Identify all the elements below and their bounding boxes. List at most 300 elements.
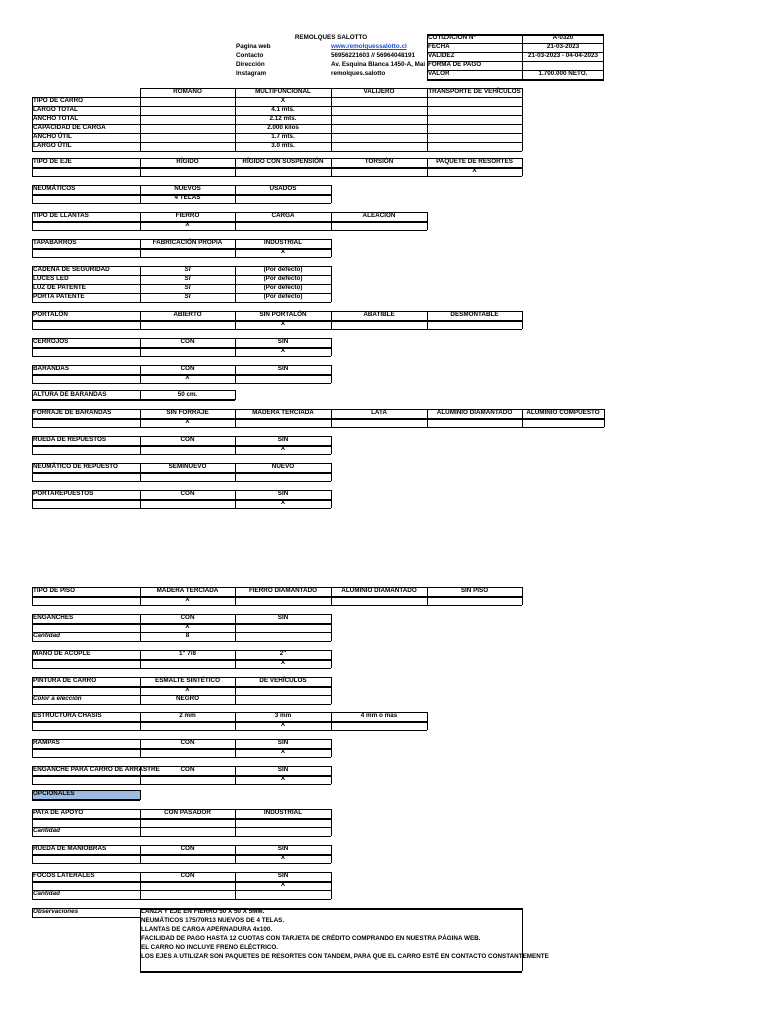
grid-line: [32, 390, 33, 400]
height-value: 50 cm.: [177, 391, 198, 398]
grid-line: [235, 809, 236, 836]
grid-line: [32, 320, 522, 322]
grid-line: [331, 436, 332, 454]
option-choice: MADERA TERCIADA: [252, 409, 314, 416]
grid-line: [32, 293, 331, 294]
grid-line: [140, 712, 141, 730]
observation-line: EL CARRO NO INCLUYE FRENO ELÉCTRICO.: [141, 944, 279, 951]
header-label: Instagram: [236, 70, 267, 77]
grid-line: [140, 766, 141, 784]
option-mark: X: [280, 881, 286, 888]
option-sublabel: Color a elección: [33, 695, 82, 702]
grid-line: [32, 632, 331, 633]
grid-line: [32, 158, 522, 159]
grid-line: [32, 409, 604, 410]
grid-line: [32, 239, 33, 257]
grid-line: [140, 239, 141, 257]
option-mark: X: [185, 418, 190, 425]
vehicle-type-header: TRANSPORTE DE VEHÍCULOS: [428, 88, 521, 95]
grid-line: [32, 659, 331, 661]
grid-line: [427, 79, 604, 81]
grid-line: [32, 356, 331, 357]
grid-line: [32, 677, 33, 704]
grid-line: [32, 908, 140, 909]
grid-line: [331, 463, 332, 481]
option-sublabel: Cantidad: [33, 827, 60, 834]
option-choice: SIN: [277, 338, 289, 345]
grid-line: [32, 490, 33, 508]
grid-line: [32, 481, 331, 482]
grid-line: [140, 390, 141, 400]
grid-line: [32, 799, 140, 801]
option-mark: 4 TELAS: [174, 194, 201, 201]
option-mark: X: [185, 374, 190, 381]
option-choice: CON: [180, 338, 195, 345]
grid-line: [331, 739, 332, 757]
grid-line: [331, 409, 332, 427]
grid-line: [32, 151, 522, 152]
contact-phones: 56956221603 // 56964048191: [331, 52, 416, 59]
grid-line: [235, 212, 236, 230]
option-choice: SIN: [277, 614, 289, 621]
option-choice: CON: [180, 845, 195, 852]
grid-line: [32, 266, 33, 302]
grid-line: [32, 784, 331, 785]
security-default: (Por defecto): [263, 275, 303, 282]
option-mark: X: [280, 347, 286, 354]
grid-line: [32, 587, 522, 588]
option-sublabel: Cantidad: [33, 632, 60, 639]
grid-line: [32, 508, 331, 509]
grid-line: [32, 399, 235, 401]
grid-line: [331, 338, 332, 356]
grid-line: [331, 490, 332, 508]
option-label: TIPO DE EJE: [33, 158, 72, 165]
option-label: PATA DE APOYO: [33, 809, 84, 816]
grid-line: [32, 390, 235, 391]
option-choice: ALEACION: [362, 212, 396, 219]
grid-line: [32, 203, 331, 204]
grid-line: [522, 311, 523, 329]
grid-line: [32, 248, 331, 250]
grid-line: [140, 908, 141, 971]
option-mark: X: [280, 320, 286, 327]
grid-line: [140, 587, 141, 605]
security-label: LUZ DE PATENTE: [33, 284, 86, 291]
option-label: PINTURA DE CARRO: [33, 677, 97, 684]
option-choice: SIN PORTALÓN: [259, 311, 307, 318]
option-choice: CON PASADOR: [164, 809, 211, 816]
option-choice: ALUMINIO DIAMANTADO: [341, 587, 417, 594]
spec-label: ANCHO ÚTIL: [33, 133, 72, 140]
option-choice: ESMALTE SINTÉTICO: [155, 677, 220, 684]
grid-line: [235, 677, 236, 704]
option-label: RAMPAS: [33, 739, 60, 746]
option-choice: CON: [180, 365, 195, 372]
grid-line: [32, 329, 522, 330]
grid-line: [32, 845, 33, 863]
grid-line: [235, 739, 236, 757]
option-label: MANO DE ACOPLE: [33, 650, 91, 657]
grid-line: [235, 239, 236, 257]
option-choice: CON: [180, 490, 195, 497]
grid-line: [32, 167, 522, 169]
grid-line: [140, 650, 141, 668]
grid-line: [427, 88, 428, 151]
grid-line: [427, 587, 428, 605]
quote-label: FECHA: [428, 43, 450, 50]
grid-line: [32, 712, 427, 713]
quote-value: 21-03-2023: [546, 43, 580, 50]
grid-line: [32, 899, 331, 900]
grid-line: [235, 158, 236, 176]
option-choice: RÍGIDO: [176, 158, 199, 165]
option-mark: X: [185, 686, 190, 693]
option-choice: SEMINUEVO: [168, 463, 207, 470]
option-choice: RÍGIDO CON SUSPENSIÓN: [242, 158, 324, 165]
grid-line: [32, 338, 331, 339]
grid-line: [32, 775, 331, 777]
vehicle-type-header: VALIJERO: [363, 88, 395, 95]
option-label: FORRAJE DE BARANDAS: [33, 409, 112, 416]
option-choice: SIN: [277, 436, 289, 443]
vehicle-type-header: MULTIFUNCIONAL: [255, 88, 311, 95]
option-choice: CON: [180, 436, 195, 443]
grid-line: [331, 766, 332, 784]
height-label: ALTURA DE BARANDAS: [33, 391, 107, 398]
grid-line: [32, 790, 140, 791]
grid-line: [522, 409, 523, 427]
grid-line: [32, 338, 33, 356]
grid-line: [331, 712, 332, 730]
option-choice: DESMONTABLE: [450, 311, 499, 318]
grid-line: [140, 158, 141, 176]
option-choice: INDUSTRIAL: [263, 809, 303, 816]
grid-line: [235, 766, 236, 784]
grid-line: [32, 427, 604, 428]
grid-line: [32, 347, 331, 349]
option-label: NEUMÁTICO DE REPUESTO: [33, 463, 118, 470]
option-mark: X: [185, 221, 190, 228]
grid-line: [235, 490, 236, 508]
option-label: PORTAREPUESTOS: [33, 490, 94, 497]
grid-line: [32, 881, 331, 883]
option-choice: 4 mm o más: [360, 712, 398, 719]
grid-line: [32, 790, 33, 800]
grid-line: [331, 872, 332, 899]
grid-line: [32, 872, 331, 873]
grid-line: [140, 971, 522, 973]
option-mark: X: [280, 748, 286, 755]
spec-value: 2.12 mts.: [269, 115, 297, 122]
grid-line: [32, 863, 331, 864]
grid-line: [140, 490, 141, 508]
grid-line: [32, 383, 331, 384]
observation-line: FACILIDAD DE PAGO HASTA 12 CUOTAS CON TARJETA DE CRÉDITO COMPRANDO EN NUESTRA PÁGINA WEB.: [141, 935, 481, 942]
grid-line: [32, 836, 331, 837]
option-label: BARANDAS: [33, 365, 70, 372]
option-mark: X: [185, 596, 190, 603]
grid-line: [32, 748, 331, 750]
grid-line: [140, 266, 141, 302]
grid-line: [235, 614, 236, 641]
grid-line: [32, 704, 331, 705]
optional-title: OPCIONALES: [33, 790, 75, 797]
quote-label: VALIDEZ: [428, 52, 455, 59]
option-label: CERROJOS: [33, 338, 69, 345]
option-mark: X: [472, 167, 477, 174]
grid-line: [522, 587, 523, 605]
header-label: Dirección: [236, 61, 265, 68]
option-mark: X: [280, 499, 286, 506]
grid-line: [32, 809, 331, 810]
grid-line: [32, 374, 331, 376]
quote-label: VALOR: [428, 70, 450, 77]
grid-line: [140, 311, 141, 329]
option-label: RUEDA DE MANIOBRAS: [33, 845, 107, 852]
grid-line: [32, 650, 33, 668]
option-choice: 3 mm: [274, 712, 292, 719]
grid-line: [32, 418, 604, 420]
grid-line: [331, 677, 332, 704]
grid-line: [32, 712, 33, 730]
grid-line: [32, 499, 331, 501]
grid-line: [331, 212, 332, 230]
grid-line: [140, 845, 141, 863]
grid-line: [427, 158, 428, 176]
grid-line: [32, 827, 331, 828]
grid-line: [32, 614, 33, 641]
option-choice: FABRICACIÓN PROPIA: [152, 239, 223, 246]
quote-value: A-0320: [552, 34, 574, 41]
option-choice: CON: [180, 872, 195, 879]
grid-line: [32, 614, 331, 615]
option-choice: LATA: [371, 409, 387, 416]
option-label: ENGANCHE PARA CARRO DE ARRASTRE: [33, 766, 160, 773]
option-choice: PAQUETE DE RESORTES: [436, 158, 513, 165]
option-label: RUEDA DE REPUESTOS: [33, 436, 107, 443]
grid-line: [32, 436, 33, 454]
option-mark: X: [280, 775, 286, 782]
option-mark: X: [280, 445, 286, 452]
option-label: ESTRUCTURA CHASIS: [33, 712, 102, 719]
grid-line: [140, 436, 141, 454]
grid-line: [32, 463, 33, 481]
header-label: Contacto: [236, 52, 264, 59]
grid-line: [331, 845, 332, 863]
grid-line: [32, 311, 33, 329]
grid-line: [140, 338, 141, 356]
option-choice: ABIERTO: [173, 311, 202, 318]
grid-line: [235, 185, 236, 203]
grid-line: [32, 845, 331, 846]
grid-line: [140, 463, 141, 481]
grid-line: [32, 739, 33, 757]
header-label: Pagina web: [236, 43, 271, 50]
company-name: REMOLQUES SALOTTO: [294, 34, 368, 41]
option-choice: SIN: [277, 845, 289, 852]
grid-line: [32, 194, 331, 196]
grid-line: [32, 890, 331, 891]
grid-line: [140, 739, 141, 757]
grid-line: [331, 239, 332, 257]
grid-line: [331, 158, 332, 176]
option-choice: 2": [279, 650, 287, 657]
option-choice: SIN: [277, 872, 289, 879]
grid-line: [32, 596, 522, 598]
grid-line: [32, 239, 331, 240]
grid-line: [427, 409, 428, 427]
security-yes: SI: [184, 275, 191, 282]
quote-value: 21-03-2023 - 04-04-2023: [527, 52, 599, 59]
observation-line: LOS EJES A UTILIZAR SON PAQUETES DE RESORTES CON TANDEM, PARA QUE EL CARRO ESTÉ EN CONTACTO CONSTANTEMENTE: [141, 953, 549, 960]
grid-line: [32, 917, 140, 918]
security-label: PORTA PATENTE: [33, 293, 85, 300]
grid-line: [32, 587, 33, 605]
grid-line: [32, 908, 33, 917]
grid-line: [32, 97, 33, 151]
option-label: TIPO DE PISO: [33, 587, 75, 594]
option-choice: CON: [180, 739, 195, 746]
grid-line: [427, 212, 428, 230]
option-mark: X: [280, 854, 286, 861]
grid-line: [235, 338, 236, 356]
option-label: FOCOS LATERALES: [33, 872, 95, 879]
grid-line: [32, 757, 331, 758]
grid-line: [32, 212, 33, 230]
grid-line: [235, 365, 236, 383]
observation-line: LANZA Y EJE EN FIERRO 50 X 50 X 5MM.: [141, 908, 265, 915]
grid-line: [235, 712, 236, 730]
grid-line: [235, 463, 236, 481]
option-label: PORTALÓN: [33, 311, 68, 318]
observation-line: LLANTAS DE CARGA APERNADURA 4x100.: [141, 926, 273, 933]
quote-value: 1.700.000 NETO.: [538, 70, 588, 77]
grid-line: [604, 409, 605, 427]
grid-line: [32, 176, 522, 177]
option-mark: X: [280, 248, 286, 255]
grid-line: [331, 311, 332, 329]
option-choice: CON: [180, 766, 195, 773]
quote-label: FORMA DE PAGO: [428, 61, 482, 68]
grid-line: [140, 677, 141, 704]
observation-line: NEUMÁTICOS 175/70R13 NUEVOS DE 4 TELAS.: [141, 917, 285, 924]
option-choice: DE VEHÍCULOS: [259, 677, 307, 684]
grid-line: [32, 409, 33, 427]
security-label: LUCES LED: [33, 275, 69, 282]
grid-line: [235, 650, 236, 668]
grid-line: [32, 266, 331, 267]
security-default: (Por defecto): [263, 284, 303, 291]
grid-line: [32, 230, 427, 231]
grid-line: [32, 365, 331, 366]
option-sublabel: Cantidad: [33, 890, 60, 897]
option-choice: SIN FORRAJE: [166, 409, 209, 416]
grid-line: [140, 908, 522, 910]
grid-line: [32, 275, 331, 276]
grid-line: [235, 311, 236, 329]
grid-line: [32, 695, 331, 696]
grid-line: [522, 158, 523, 176]
security-default: (Por defecto): [263, 266, 303, 273]
option-choice: ALUMINIO DIAMANTADO: [436, 409, 513, 416]
spec-value: 3.0 mts.: [271, 142, 295, 149]
observations-label: Observaciones: [33, 908, 79, 915]
grid-line: [32, 311, 522, 312]
grid-line: [32, 854, 331, 856]
security-default: (Por defecto): [263, 293, 303, 300]
grid-line: [331, 614, 332, 641]
grid-line: [32, 605, 522, 606]
spec-label: LARGO ÚTIL: [33, 142, 72, 149]
option-choice: 2 mm: [179, 712, 196, 719]
website-link-anchor[interactable]: www.remolquessalotto.cl: [331, 43, 407, 50]
option-label: ENGANCHES: [33, 614, 74, 621]
option-choice: USADOS: [269, 185, 297, 192]
grid-line: [32, 739, 331, 740]
option-mark: X: [280, 721, 286, 728]
option-choice: ABATIBLE: [363, 311, 395, 318]
option-mark: X: [280, 659, 286, 666]
grid-line: [32, 623, 331, 625]
option-subvalue: NEGRO: [175, 695, 200, 702]
grid-line: [32, 668, 331, 669]
grid-line: [32, 365, 33, 383]
option-choice: INDUSTRIAL: [263, 239, 303, 246]
grid-line: [32, 766, 33, 784]
option-choice: SIN: [277, 365, 289, 372]
spec-label: CAPACIDAD DE CARGA: [33, 124, 106, 131]
grid-line: [32, 454, 331, 455]
instagram-handle: remolques.salotto: [331, 70, 386, 77]
spec-label: ANCHO TOTAL: [33, 115, 79, 122]
spec-value: 1.7 mts.: [271, 133, 295, 140]
option-mark: X: [185, 623, 190, 630]
grid-line: [32, 677, 331, 678]
option-label: NEUMÁTICOS: [33, 185, 76, 192]
spec-value: 4.1 mts.: [271, 106, 295, 113]
grid-line: [140, 88, 141, 151]
option-choice: ALUMINIO COMPUESTO: [526, 409, 600, 416]
grid-line: [235, 845, 236, 863]
grid-line: [32, 221, 427, 223]
spec-label: TIPO DE CARRO: [33, 97, 84, 104]
grid-line: [32, 436, 331, 437]
security-label: CADENA DE SEGURIDAD: [33, 266, 110, 273]
grid-line: [235, 587, 236, 605]
option-choice: FIERRO DIAMANTADO: [248, 587, 318, 594]
grid-line: [522, 908, 523, 971]
grid-line: [32, 641, 331, 642]
option-choice: FIERRO: [175, 212, 200, 219]
grid-line: [32, 650, 331, 651]
grid-line: [331, 185, 332, 203]
option-choice: NUEVO: [271, 463, 295, 470]
grid-line: [235, 872, 236, 899]
grid-line: [32, 284, 331, 285]
option-choice: SIN: [277, 739, 289, 746]
option-choice: MADERA TERCIADA: [156, 587, 219, 594]
option-choice: CON: [180, 614, 195, 621]
grid-line: [235, 390, 236, 400]
grid-line: [140, 809, 141, 836]
security-yes: SI: [184, 293, 191, 300]
grid-line: [331, 650, 332, 668]
spec-value: X: [280, 97, 286, 104]
grid-line: [32, 730, 427, 731]
grid-line: [32, 185, 331, 186]
option-subvalue: 8: [185, 632, 190, 639]
